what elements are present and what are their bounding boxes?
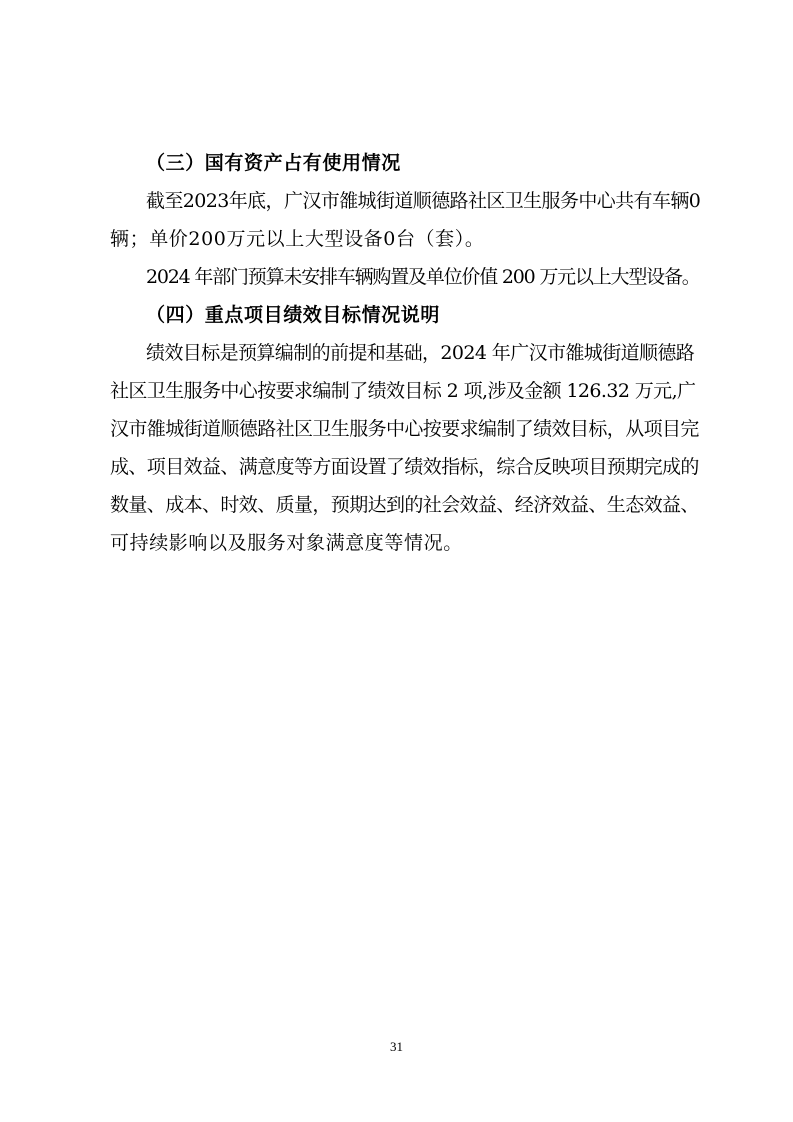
paragraph-line: 社区卫生服务中心按要求编制了绩效目标 2 项,涉及金额 126.32 万元,广	[110, 380, 696, 402]
paragraph-line: 辆；单价200万元以上大型设备0台（套）。	[110, 228, 485, 250]
paragraph-line: 汉市雒城街道顺德路社区卫生服务中心按要求编制了绩效目标，从项目完	[110, 418, 699, 440]
paragraph-line: 成、项目效益、满意度等方面设置了绩效指标，综合反映项目预期完成的	[110, 456, 699, 478]
paragraph-line: 2024 年部门预算未安排车辆购置及单位价值 200 万元以上大型设备。	[146, 266, 700, 288]
paragraph-line: 数量、成本、时效、质量，预期达到的社会效益、经济效益、生态效益、	[110, 494, 699, 516]
paragraph-line: 绩效目标是预算编制的前提和基础，2024 年广汉市雒城街道顺德路	[146, 342, 695, 364]
page-number: 31	[390, 1039, 403, 1054]
section-heading-performance-goals: （四）重点项目绩效目标情况说明	[146, 304, 441, 326]
paragraph-line: 截至2023年底，广汉市雒城街道顺德路社区卫生服务中心共有车辆0	[146, 190, 701, 212]
section-heading-state-assets: （三）国有资产占有使用情况	[146, 152, 401, 174]
paragraph-line: 可持续影响以及服务对象满意度等情况。	[110, 532, 463, 554]
